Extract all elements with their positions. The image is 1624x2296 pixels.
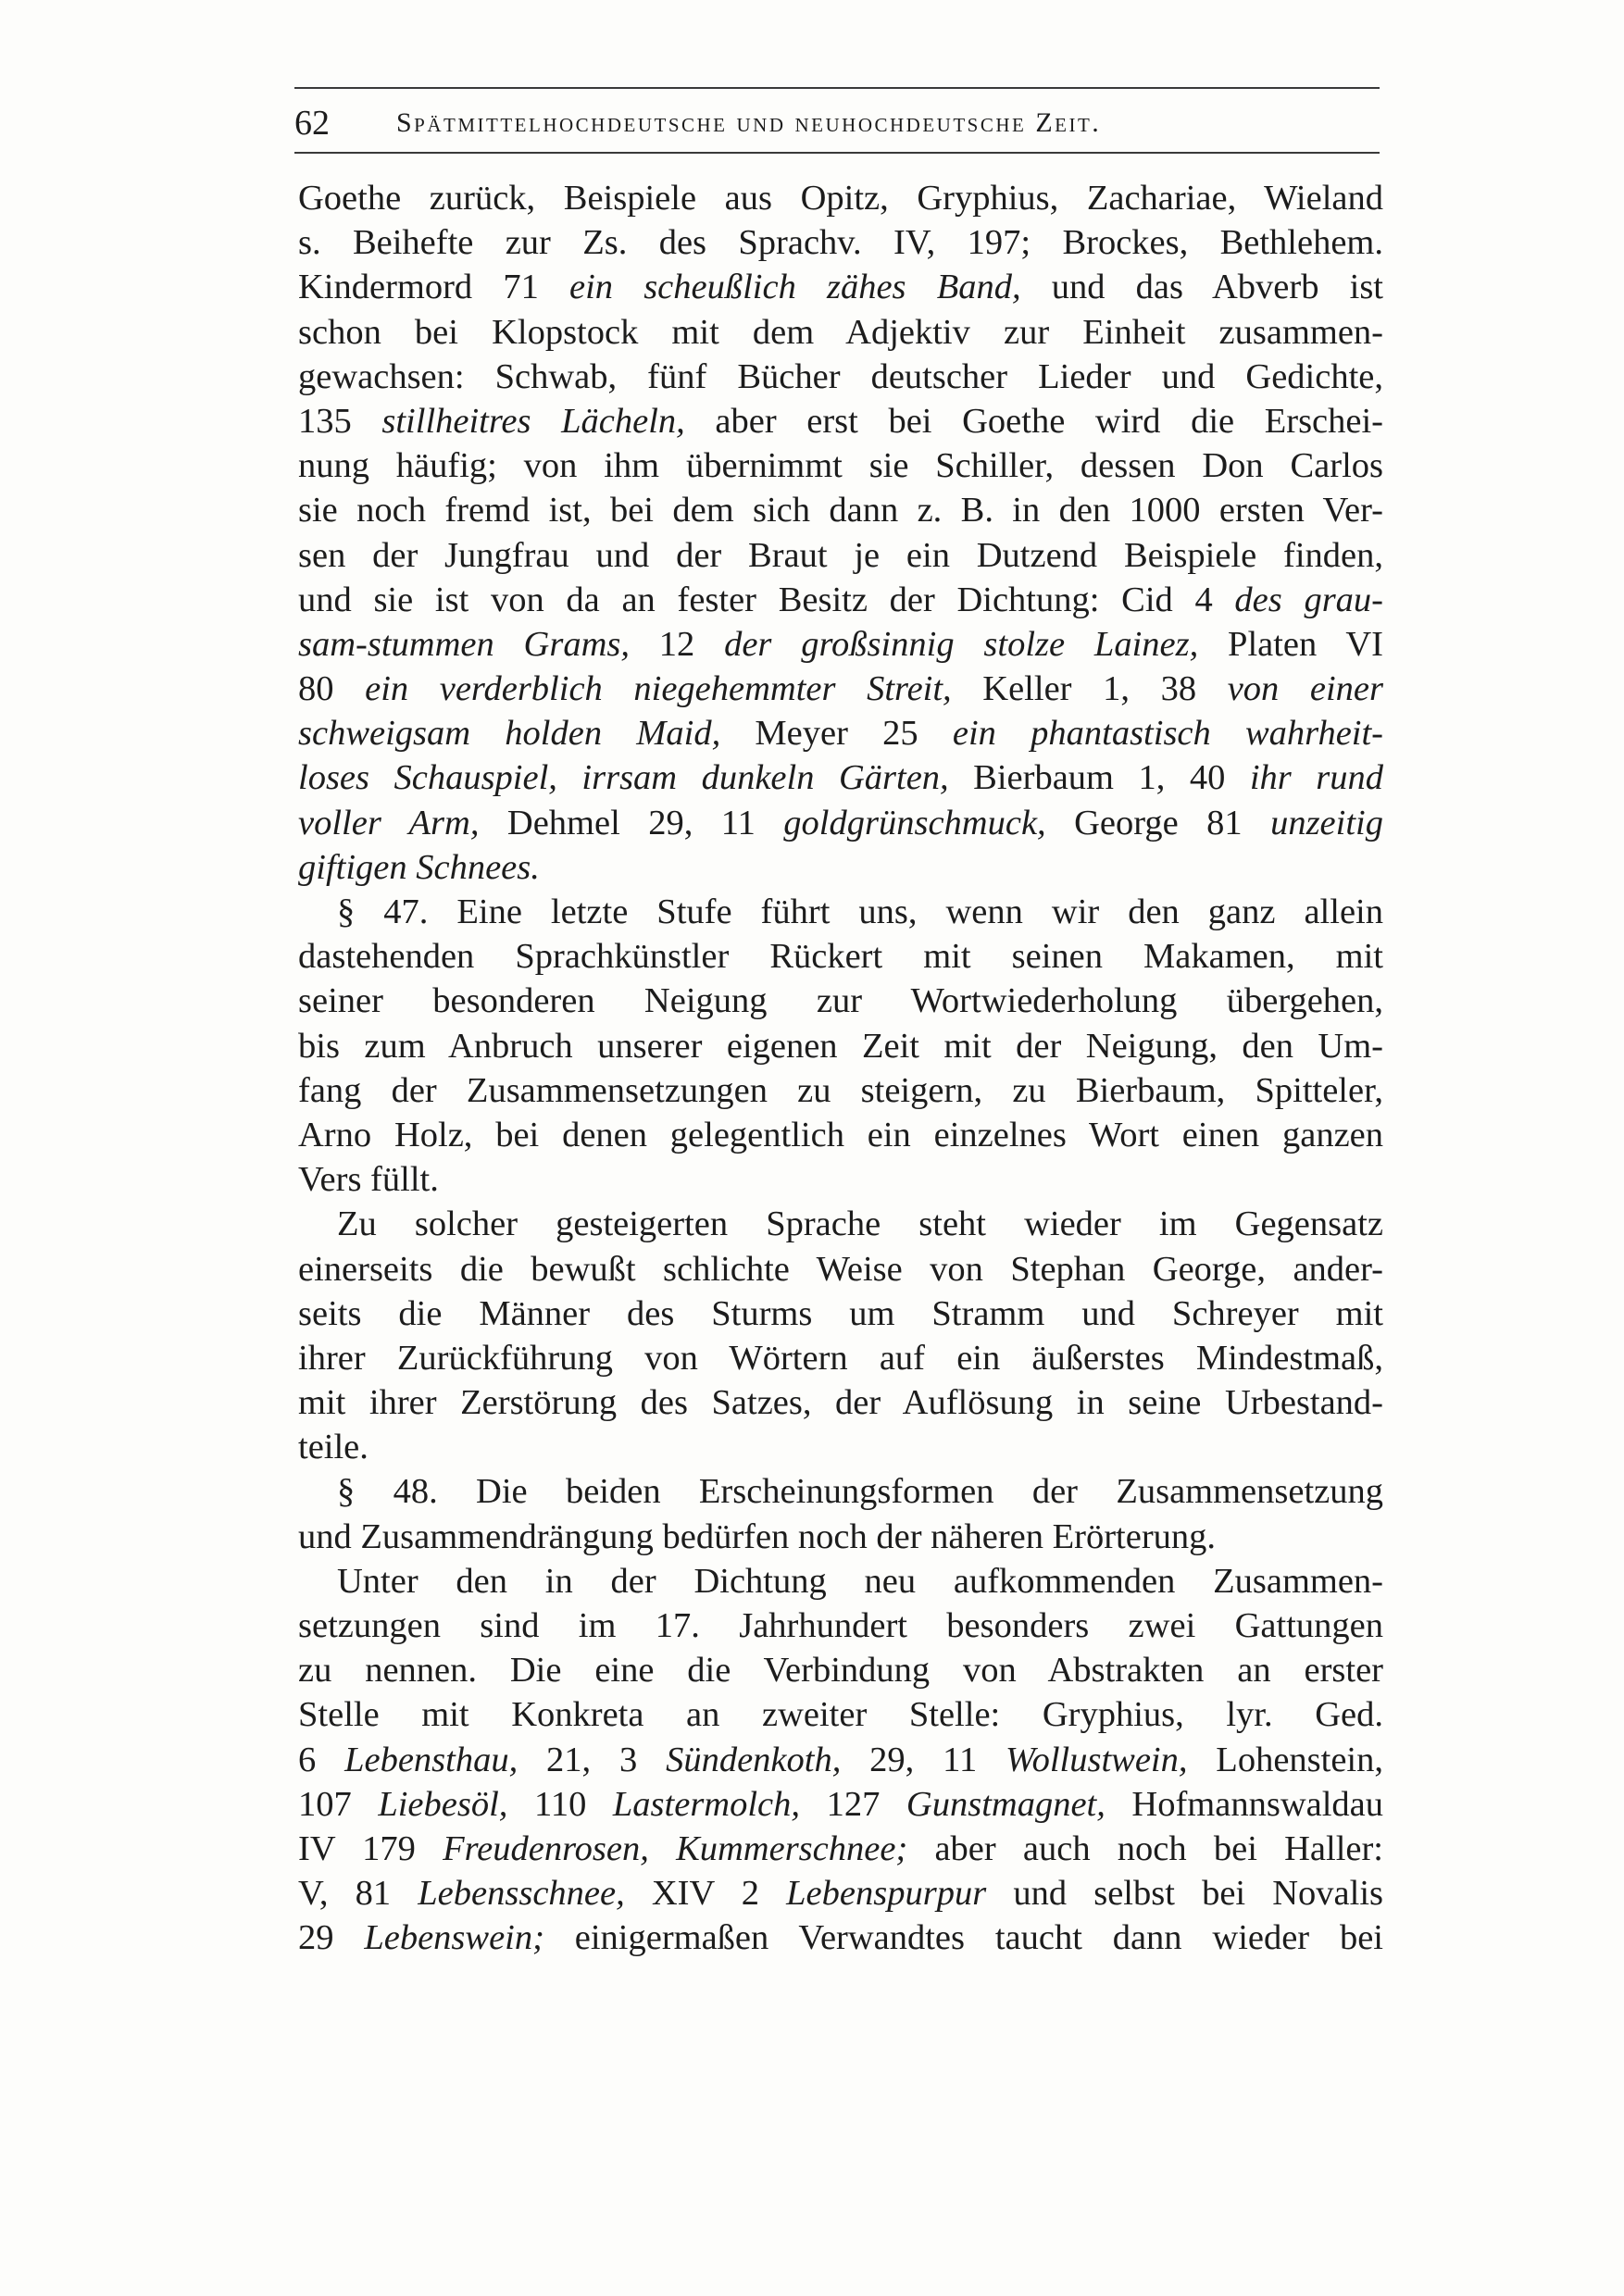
section-47-start: § 47. Eine letzte Stufe führt uns, wenn wir den ganz allein — [337, 892, 1383, 931]
text-line: nung häufig; von ihm übernimmt sie Schiller, dessen Don Carlos — [298, 446, 1383, 486]
text-line: voller Arm, Dehmel 29, 11 goldgrünschmuck, George 81 unzeitig — [298, 803, 1383, 842]
text-line: 80 ein verderblich niegehemmter Streit, Keller 1, 38 von einer — [298, 669, 1383, 709]
text-line: mit ihrer Zerstörung des Satzes, der Auflösung in seine Urbestand- — [298, 1383, 1383, 1423]
text-line: 6 Lebensthau, 21, 3 Sündenkoth, 29, 11 Wollustwein, Lohenstein, — [298, 1740, 1384, 1779]
text-line: giftigen Schnees. — [298, 847, 540, 887]
text-line: 29 Lebenswein; einigermaßen Verwandtes taucht dann wieder bei — [298, 1918, 1383, 1958]
paragraph-start: Zu solcher gesteigerten Sprache steht wieder im Gegensatz — [337, 1204, 1383, 1244]
running-title: Spätmittelhochdeutsche und neuhochdeutsche Zeit. — [396, 107, 1102, 138]
text-line: Vers füllt. — [298, 1160, 439, 1200]
text-line: Arno Holz, bei denen gelegentlich ein einzelnes Wort einen ganzen — [298, 1115, 1383, 1154]
text-line: seiner besonderen Neigung zur Wortwiederholung übergehen, — [298, 981, 1383, 1021]
text-line: setzungen sind im 17. Jahrhundert besonders zwei Gattungen — [298, 1606, 1383, 1645]
text-line: 135 stillheitres Lächeln, aber erst bei Goethe wird die Erschei- — [298, 401, 1383, 441]
text-line: bis zum Anbruch unserer eigenen Zeit mit der Neigung, den Um- — [298, 1026, 1383, 1066]
text-line: Goethe zurück, Beispiele aus Opitz, Gryphius, Zachariae, Wieland — [298, 179, 1383, 218]
text-line: sam-stummen Grams, 12 der großsinnig stolze Lainez, Platen VI — [298, 624, 1383, 664]
text-line: sen der Jungfrau und der Braut je ein Dutzend Beispiele finden, — [298, 535, 1383, 575]
text-line: sie noch fremd ist, bei dem sich dann z. B. in den 1000 ersten Ver- — [298, 491, 1383, 530]
text-line: ihrer Zurückführung von Wörtern auf ein äußerstes Mindestmaß, — [298, 1338, 1383, 1378]
text-line: und sie ist von da an fester Besitz der Dichtung: Cid 4 des grau- — [298, 580, 1383, 619]
text-line: zu nennen. Die eine die Verbindung von Abstrakten an erster — [298, 1651, 1383, 1691]
text-line: seits die Männer des Sturms um Stramm und Schreyer mit — [298, 1293, 1383, 1333]
text-line: IV 179 Freudenrosen, Kummerschnee; aber auch noch bei Haller: — [298, 1828, 1383, 1868]
text-line: teile. — [298, 1428, 369, 1467]
running-head — [294, 102, 1380, 144]
text-line: schon bei Klopstock mit dem Adjektiv zur Einheit zusammen- — [298, 312, 1383, 352]
text-line: V, 81 Lebensschnee, XIV 2 Lebenspurpur und selbst bei Novalis — [298, 1874, 1384, 1914]
paragraph-start: Unter den in der Dichtung neu aufkommenden Zusammen- — [337, 1561, 1383, 1601]
text-line: einerseits die bewußt schlichte Weise von Stephan George, ander- — [298, 1249, 1383, 1289]
text-line: loses Schauspiel, irrsam dunkeln Gärten, Bierbaum 1, 40 ihr rund — [298, 758, 1383, 798]
text-line: dastehenden Sprachkünstler Rückert mit seinen Makamen, mit — [298, 937, 1383, 977]
header-bottom-rule — [294, 152, 1380, 154]
page-number: 62 — [294, 104, 330, 143]
text-line: s. Beihefte zur Zs. des Sprachv. IV, 197; Brockes, Bethlehem. — [298, 223, 1383, 263]
text-line: schweigsam holden Maid, Meyer 25 ein phantastisch wahrheit- — [298, 714, 1384, 754]
section-48-start: § 48. Die beiden Erscheinungsformen der Zusammensetzung — [337, 1472, 1383, 1512]
text-line: Stelle mit Konkreta an zweiter Stelle: Gryphius, lyr. Ged. — [298, 1695, 1383, 1735]
body-text — [298, 176, 1383, 1961]
text-line: 107 Liebesöl, 110 Lastermolch, 127 Gunstmagnet, Hofmannswaldau — [298, 1784, 1383, 1824]
header-top-rule — [294, 87, 1380, 89]
text-line: gewachsen: Schwab, fünf Bücher deutscher Lieder und Gedichte, — [298, 356, 1383, 396]
text-line: fang der Zusammensetzungen zu steigern, zu Bierbaum, Spitteler, — [298, 1070, 1383, 1110]
text-line: Kindermord 71 ein scheußlich zähes Band, und das Abverb ist — [298, 268, 1383, 307]
text-line: und Zusammendrängung bedürfen noch der näheren Erörterung. — [298, 1516, 1217, 1556]
